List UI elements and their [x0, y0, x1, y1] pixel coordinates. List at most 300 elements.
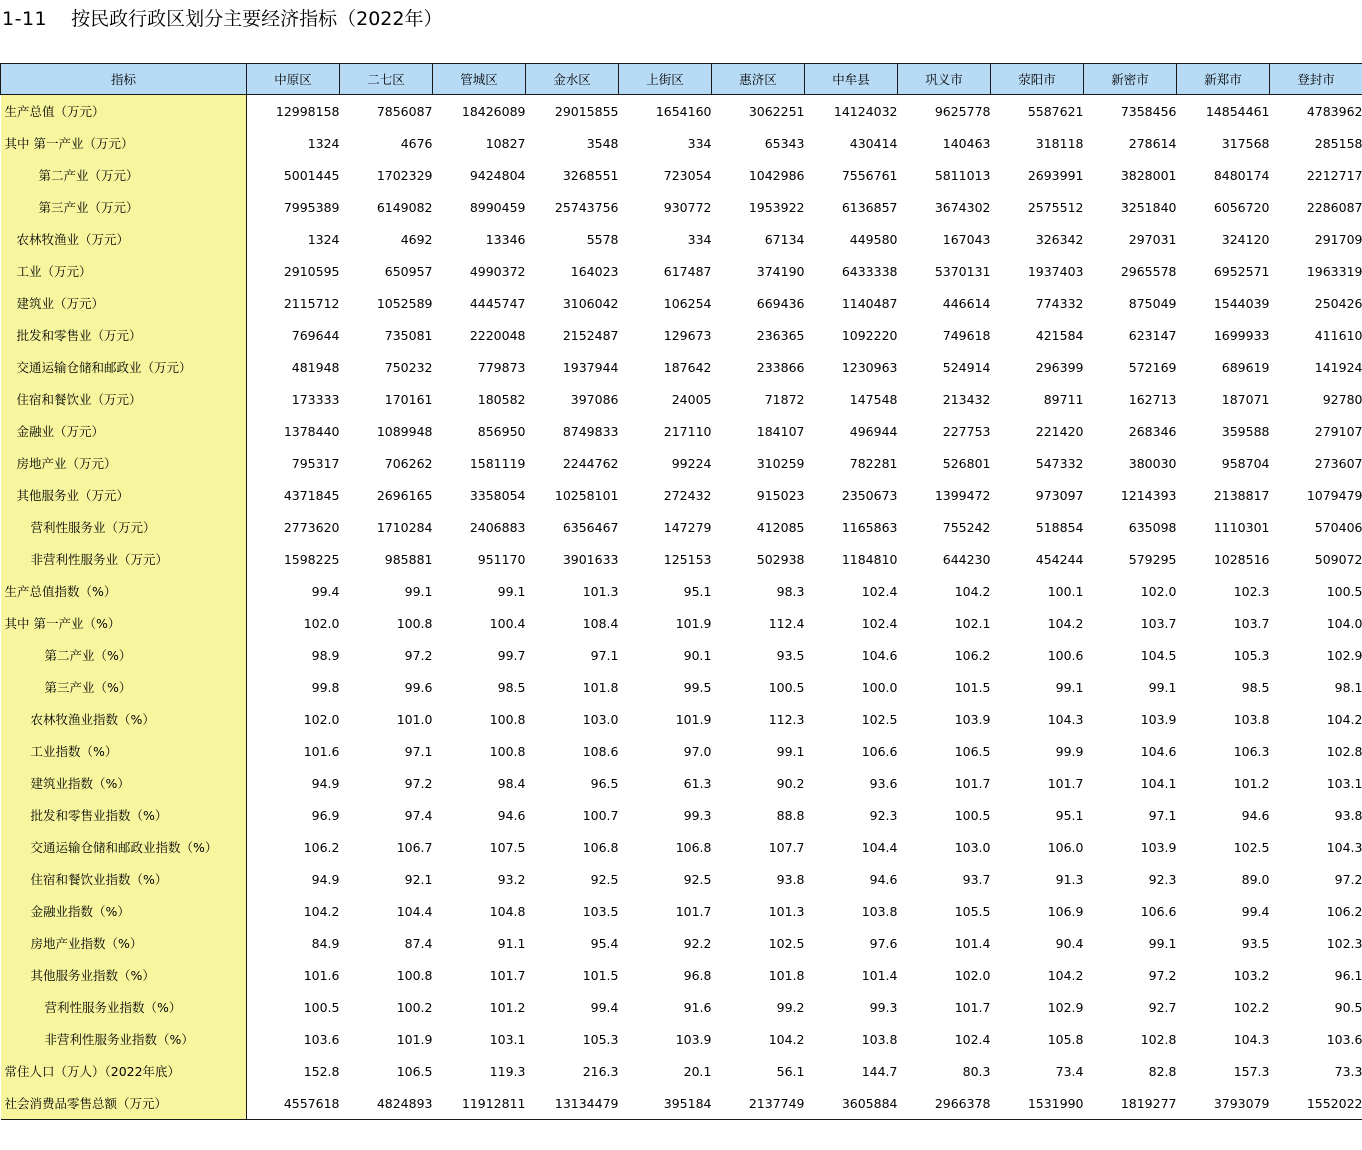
table-cell: 644230 — [942, 551, 991, 567]
table-row — [1, 255, 1362, 287]
table-cell: 1654160 — [655, 103, 712, 119]
table-cell: 2693991 — [1027, 167, 1084, 183]
row-label: 金融业（万元） — [1, 415, 247, 447]
table-cell: 1953922 — [748, 199, 805, 215]
table-cell: 973097 — [1035, 487, 1084, 503]
table-cell: 449580 — [849, 231, 898, 247]
table-cell: 100.5 — [303, 999, 340, 1015]
table-row — [1, 351, 1362, 383]
table-cell: 1165863 — [841, 519, 898, 535]
table-cell: 129673 — [663, 327, 712, 343]
table-cell: 397086 — [570, 391, 619, 407]
table-cell: 481948 — [291, 359, 340, 375]
table-cell: 108.6 — [582, 743, 619, 759]
table-cell: 93.7 — [962, 871, 991, 887]
table-cell: 3548 — [586, 135, 619, 151]
table-row — [1, 703, 1362, 735]
table-cell: 99.1 — [1148, 679, 1177, 695]
table-cell: 1324 — [307, 231, 340, 247]
table-cell: 2137749 — [712, 1087, 805, 1120]
table-cell: 99.9 — [1055, 743, 1084, 759]
table-cell: 411610 — [1314, 327, 1362, 343]
row-label: 非营利性服务业指数（%） — [1, 1023, 247, 1055]
table-cell: 99.3 — [683, 807, 712, 823]
table-cell: 99.4 — [311, 583, 340, 599]
table-cell: 91.3 — [1055, 871, 1084, 887]
table-cell: 334 — [687, 231, 712, 247]
table-cell: 5587621 — [1027, 103, 1084, 119]
table-cell: 8480174 — [1213, 167, 1270, 183]
row-label: 住宿和餐饮业指数（%） — [1, 863, 247, 895]
table-cell: 669436 — [756, 295, 805, 311]
table-cell: 94.6 — [869, 871, 898, 887]
table-cell: 73.4 — [1055, 1063, 1084, 1079]
table-cell: 13134479 — [526, 1087, 619, 1120]
table-cell: 3358054 — [469, 487, 526, 503]
table-cell: 6356467 — [562, 519, 619, 535]
table-cell: 106.2 — [303, 839, 340, 855]
table-row — [1, 607, 1362, 639]
table-cell: 92.3 — [869, 807, 898, 823]
table-cell: 147279 — [663, 519, 712, 535]
table-cell: 2115712 — [283, 295, 340, 311]
table-row — [1, 415, 1362, 447]
table-cell: 101.7 — [954, 999, 991, 1015]
table-cell: 774332 — [1035, 295, 1084, 311]
table-cell: 94.9 — [311, 871, 340, 887]
table-cell: 236365 — [756, 327, 805, 343]
table-cell: 4824893 — [340, 1087, 433, 1120]
table-cell: 4676 — [400, 135, 433, 151]
table-cell: 101.7 — [675, 903, 712, 919]
table-cell: 103.2 — [1233, 967, 1270, 983]
table-cell: 102.3 — [1326, 935, 1362, 951]
table-cell: 374190 — [756, 263, 805, 279]
table-row — [1, 671, 1362, 703]
row-label: 社会消费品零售总额（万元） — [1, 1087, 247, 1120]
row-label: 生产总值（万元） — [1, 95, 247, 128]
table-cell: 6136857 — [841, 199, 898, 215]
table-cell: 100.5 — [768, 679, 805, 695]
row-label: 第三产业（%） — [1, 671, 247, 703]
table-cell: 94.6 — [1241, 807, 1270, 823]
table-cell: 101.4 — [954, 935, 991, 951]
row-label: 建筑业指数（%） — [1, 767, 247, 799]
table-cell: 102.9 — [1326, 647, 1362, 663]
table-cell: 221420 — [1035, 423, 1084, 439]
table-cell: 102.4 — [861, 583, 898, 599]
table-cell: 213432 — [942, 391, 991, 407]
table-row — [1, 127, 1362, 159]
table-cell: 6952571 — [1213, 263, 1270, 279]
table-cell: 184107 — [756, 423, 805, 439]
table-row — [1, 511, 1362, 543]
table-cell: 99.7 — [497, 647, 526, 663]
table-cell: 101.4 — [861, 967, 898, 983]
table-cell: 103.9 — [1140, 839, 1177, 855]
table-cell: 92.5 — [683, 871, 712, 887]
table-cell: 102.2 — [1233, 999, 1270, 1015]
table-cell: 180582 — [477, 391, 526, 407]
table-cell: 324120 — [1221, 231, 1270, 247]
table-cell: 99.1 — [1148, 935, 1177, 951]
table-cell: 101.6 — [303, 743, 340, 759]
table-cell: 446614 — [942, 295, 991, 311]
table-cell: 5370131 — [934, 263, 991, 279]
table-cell: 103.0 — [954, 839, 991, 855]
table-cell: 1092220 — [841, 327, 898, 343]
table-cell: 104.3 — [1326, 839, 1362, 855]
table-cell: 2212717 — [1306, 167, 1362, 183]
table-cell: 104.1 — [1140, 775, 1177, 791]
table-cell: 164023 — [570, 263, 619, 279]
table-cell: 6433338 — [841, 263, 898, 279]
table-cell: 101.9 — [396, 1031, 433, 1047]
table-cell: 102.1 — [954, 615, 991, 631]
table-cell: 1324 — [307, 135, 340, 151]
table-row — [1, 383, 1362, 415]
table-cell: 173333 — [291, 391, 340, 407]
table-cell: 106.6 — [1140, 903, 1177, 919]
table-cell: 8749833 — [562, 423, 619, 439]
table-cell: 3793079 — [1177, 1087, 1270, 1120]
row-label: 其中 第一产业（万元） — [1, 127, 247, 159]
table-cell: 103.1 — [489, 1031, 526, 1047]
table-cell: 273607 — [1314, 455, 1362, 471]
table-cell: 93.8 — [1334, 807, 1362, 823]
table-cell: 102.3 — [1233, 583, 1270, 599]
table-cell: 102.4 — [954, 1031, 991, 1047]
table-cell: 9424804 — [469, 167, 526, 183]
table-cell: 268346 — [1128, 423, 1177, 439]
table-row — [1, 639, 1362, 671]
table-cell: 144.7 — [861, 1063, 898, 1079]
table-cell: 91.6 — [683, 999, 712, 1015]
table-row — [1, 831, 1362, 863]
table-cell: 216.3 — [582, 1063, 619, 1079]
table-cell: 98.1 — [1334, 679, 1362, 695]
row-label: 工业指数（%） — [1, 735, 247, 767]
table-cell: 6056720 — [1213, 199, 1270, 215]
table-cell: 147548 — [849, 391, 898, 407]
table-cell: 3828001 — [1120, 167, 1177, 183]
table-cell: 102.5 — [861, 711, 898, 727]
table-cell: 106.0 — [1047, 839, 1084, 855]
table-row — [1, 895, 1362, 927]
table-cell: 1184810 — [841, 551, 898, 567]
table-cell: 100.8 — [489, 711, 526, 727]
table-cell: 99.1 — [1055, 679, 1084, 695]
table-cell: 101.7 — [1047, 775, 1084, 791]
table-cell: 930772 — [663, 199, 712, 215]
table-cell: 105.5 — [954, 903, 991, 919]
table-cell: 92.1 — [404, 871, 433, 887]
table-cell: 1710284 — [376, 519, 433, 535]
row-label: 常住人口（万人）（2022年底） — [1, 1055, 247, 1087]
table-cell: 101.9 — [675, 615, 712, 631]
table-cell: 100.4 — [489, 615, 526, 631]
table-cell: 101.0 — [396, 711, 433, 727]
table-cell: 67134 — [764, 231, 805, 247]
table-row — [1, 575, 1362, 607]
table-cell: 1552022 — [1270, 1087, 1362, 1120]
table-cell: 1531990 — [991, 1087, 1084, 1120]
table-cell: 99224 — [671, 455, 712, 471]
table-cell: 2965578 — [1120, 263, 1177, 279]
table-cell: 4692 — [400, 231, 433, 247]
table-cell: 782281 — [849, 455, 898, 471]
table-cell: 65343 — [764, 135, 805, 151]
table-cell: 3251840 — [1120, 199, 1177, 215]
table-cell: 106.2 — [1326, 903, 1362, 919]
table-cell: 106.2 — [954, 647, 991, 663]
table-cell: 8990459 — [469, 199, 526, 215]
table-cell: 1702329 — [376, 167, 433, 183]
table-cell: 29015855 — [554, 103, 619, 119]
table-cell: 1581119 — [469, 455, 526, 471]
table-code: 1-11 — [2, 8, 48, 30]
table-cell: 99.1 — [776, 743, 805, 759]
table-cell: 9625778 — [934, 103, 991, 119]
table-cell: 108.4 — [582, 615, 619, 631]
table-cell: 412085 — [756, 519, 805, 535]
table-cell: 1378440 — [283, 423, 340, 439]
table-cell: 100.1 — [1047, 583, 1084, 599]
table-cell: 89711 — [1043, 391, 1084, 407]
header-district: 荥阳市 — [991, 64, 1084, 95]
table-cell: 779873 — [477, 359, 526, 375]
table-cell: 97.6 — [869, 935, 898, 951]
table-cell: 80.3 — [962, 1063, 991, 1079]
row-label: 建筑业（万元） — [1, 287, 247, 319]
table-cell: 278614 — [1128, 135, 1177, 151]
table-cell: 101.9 — [675, 711, 712, 727]
table-cell: 24005 — [671, 391, 712, 407]
table-cell: 1937944 — [562, 359, 619, 375]
row-label: 第二产业（%） — [1, 639, 247, 671]
table-cell: 958704 — [1221, 455, 1270, 471]
table-cell: 1110301 — [1213, 519, 1270, 535]
table-cell: 250426 — [1314, 295, 1362, 311]
table-cell: 11912811 — [433, 1087, 526, 1120]
table-cell: 104.3 — [1233, 1031, 1270, 1047]
table-cell: 102.0 — [954, 967, 991, 983]
table-cell: 496944 — [849, 423, 898, 439]
table-row — [1, 543, 1362, 575]
table-cell: 5578 — [586, 231, 619, 247]
table-cell: 380030 — [1128, 455, 1177, 471]
table-cell: 4445747 — [469, 295, 526, 311]
row-label: 批发和零售业（万元） — [1, 319, 247, 351]
table-cell: 61.3 — [683, 775, 712, 791]
table-cell: 99.4 — [1241, 903, 1270, 919]
table-cell: 6149082 — [376, 199, 433, 215]
table-cell: 1937403 — [1027, 263, 1084, 279]
table-cell: 73.3 — [1334, 1063, 1362, 1079]
table-row — [1, 799, 1362, 831]
table-body — [1, 95, 1362, 1120]
table-cell: 125153 — [663, 551, 712, 567]
table-cell: 100.8 — [396, 615, 433, 631]
table-cell: 98.5 — [1241, 679, 1270, 695]
table-cell: 101.2 — [489, 999, 526, 1015]
table-cell: 3106042 — [562, 295, 619, 311]
table-cell: 141924 — [1314, 359, 1362, 375]
table-cell: 3901633 — [562, 551, 619, 567]
table-cell: 1028516 — [1213, 551, 1270, 567]
table-cell: 572169 — [1128, 359, 1177, 375]
table-cell: 93.5 — [1241, 935, 1270, 951]
table-cell: 25743756 — [554, 199, 619, 215]
table-cell: 7856087 — [376, 103, 433, 119]
table-cell: 98.5 — [497, 679, 526, 695]
table-cell: 93.5 — [776, 647, 805, 663]
table-cell: 103.8 — [861, 903, 898, 919]
table-cell: 10827 — [485, 135, 526, 151]
table-cell: 102.8 — [1140, 1031, 1177, 1047]
table-cell: 100.5 — [1326, 583, 1362, 599]
table-cell: 749618 — [942, 327, 991, 343]
table-cell: 96.5 — [590, 775, 619, 791]
table-cell: 102.5 — [1233, 839, 1270, 855]
header-district: 中牟县 — [805, 64, 898, 95]
row-label: 第二产业（万元） — [1, 159, 247, 191]
row-label: 工业（万元） — [1, 255, 247, 287]
table-cell: 547332 — [1035, 455, 1084, 471]
table-cell: 92780 — [1322, 391, 1362, 407]
table-row — [1, 95, 1362, 128]
table-cell: 100.7 — [582, 807, 619, 823]
table-cell: 297031 — [1128, 231, 1177, 247]
table-cell: 88.8 — [776, 807, 805, 823]
table-cell: 103.9 — [675, 1031, 712, 1047]
table-cell: 10258101 — [554, 487, 619, 503]
table-cell: 97.4 — [404, 807, 433, 823]
table-cell: 106.9 — [1047, 903, 1084, 919]
table-cell: 3268551 — [562, 167, 619, 183]
table-cell: 1079479 — [1306, 487, 1362, 503]
table-cell: 97.0 — [683, 743, 712, 759]
header-district: 金水区 — [526, 64, 619, 95]
table-cell: 310259 — [756, 455, 805, 471]
row-label: 金融业指数（%） — [1, 895, 247, 927]
header-row — [1, 64, 1362, 95]
table-cell: 317568 — [1221, 135, 1270, 151]
table-cell: 92.2 — [683, 935, 712, 951]
table-cell: 291709 — [1314, 231, 1362, 247]
header-indicator: 指标 — [1, 64, 247, 95]
table-cell: 318118 — [1035, 135, 1084, 151]
row-label: 批发和零售业指数（%） — [1, 799, 247, 831]
table-cell: 579295 — [1128, 551, 1177, 567]
table-cell: 103.1 — [1326, 775, 1362, 791]
table-cell: 526801 — [942, 455, 991, 471]
row-label: 非营利性服务业（万元） — [1, 543, 247, 575]
table-cell: 95.4 — [590, 935, 619, 951]
table-cell: 170161 — [384, 391, 433, 407]
table-cell: 112.3 — [768, 711, 805, 727]
table-cell: 101.8 — [582, 679, 619, 695]
table-cell: 97.1 — [1148, 807, 1177, 823]
table-cell: 951170 — [477, 551, 526, 567]
header-district: 登封市 — [1270, 64, 1362, 95]
row-label: 农林牧渔业指数（%） — [1, 703, 247, 735]
table-cell: 20.1 — [683, 1063, 712, 1079]
table-cell: 71872 — [764, 391, 805, 407]
table-cell: 99.4 — [590, 999, 619, 1015]
table-cell: 103.9 — [1140, 711, 1177, 727]
table-cell: 104.3 — [1047, 711, 1084, 727]
table-cell: 104.8 — [489, 903, 526, 919]
table-cell: 102.8 — [1326, 743, 1362, 759]
table-cell: 430414 — [849, 135, 898, 151]
table-cell: 272432 — [663, 487, 712, 503]
table-cell: 279107 — [1314, 423, 1362, 439]
table-cell: 98.3 — [776, 583, 805, 599]
table-cell: 103.6 — [303, 1031, 340, 1047]
table-cell: 101.7 — [489, 967, 526, 983]
table-cell: 167043 — [942, 231, 991, 247]
table-cell: 1052589 — [376, 295, 433, 311]
table-cell: 4557618 — [247, 1087, 340, 1120]
table-cell: 106.5 — [396, 1063, 433, 1079]
table-row — [1, 287, 1362, 319]
table-cell: 106.6 — [861, 743, 898, 759]
table-cell: 14124032 — [833, 103, 898, 119]
table-cell: 105.8 — [1047, 1031, 1084, 1047]
table-cell: 769644 — [291, 327, 340, 343]
table-cell: 2773620 — [283, 519, 340, 535]
table-cell: 285158 — [1314, 135, 1362, 151]
header-district: 上街区 — [619, 64, 712, 95]
row-label: 交通运输仓储和邮政业（万元） — [1, 351, 247, 383]
table-cell: 106.3 — [1233, 743, 1270, 759]
table-cell: 97.2 — [1148, 967, 1177, 983]
table-cell: 94.6 — [497, 807, 526, 823]
table-cell: 95.1 — [683, 583, 712, 599]
table-cell: 1699933 — [1213, 327, 1270, 343]
table-cell: 2220048 — [469, 327, 526, 343]
table-cell: 795317 — [291, 455, 340, 471]
table-cell: 101.5 — [954, 679, 991, 695]
table-cell: 103.6 — [1326, 1031, 1362, 1047]
table-cell: 93.8 — [776, 871, 805, 887]
table-cell: 103.7 — [1233, 615, 1270, 631]
table-cell: 1214393 — [1120, 487, 1177, 503]
table-cell: 101.7 — [954, 775, 991, 791]
table-cell: 3605884 — [805, 1087, 898, 1120]
table-cell: 96.1 — [1334, 967, 1362, 983]
table-cell: 112.4 — [768, 615, 805, 631]
table-row — [1, 959, 1362, 991]
table-cell: 98.4 — [497, 775, 526, 791]
table-cell: 2244762 — [562, 455, 619, 471]
table-row — [1, 223, 1362, 255]
table-cell: 7995389 — [283, 199, 340, 215]
table-cell: 99.8 — [311, 679, 340, 695]
table-cell: 97.2 — [1334, 871, 1362, 887]
table-cell: 2966378 — [898, 1087, 991, 1120]
table-cell: 100.8 — [489, 743, 526, 759]
table-cell: 187642 — [663, 359, 712, 375]
table-row — [1, 1023, 1362, 1055]
table-cell: 162713 — [1128, 391, 1177, 407]
table-cell: 635098 — [1128, 519, 1177, 535]
table-cell: 2350673 — [841, 487, 898, 503]
table-cell: 875049 — [1128, 295, 1177, 311]
row-label: 交通运输仓储和邮政业指数（%） — [1, 831, 247, 863]
table-cell: 100.8 — [396, 967, 433, 983]
